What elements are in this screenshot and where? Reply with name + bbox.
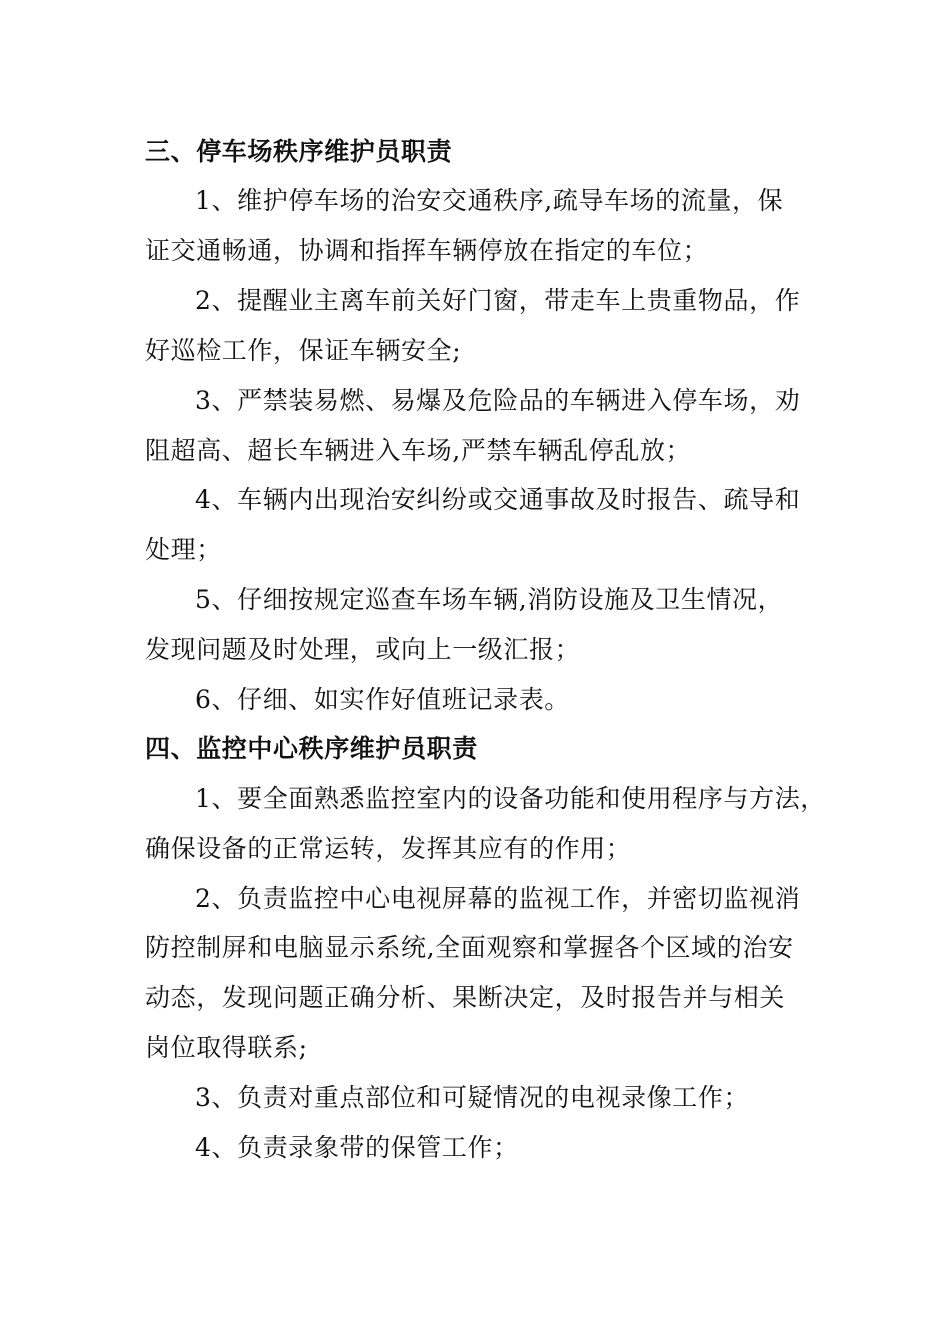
paragraph-line: 3、严禁装易燃、易爆及危险品的车辆进入停车场，劝 xyxy=(195,386,801,415)
paragraph-line: 阻超高、超长车辆进入车场,严禁车辆乱停乱放； xyxy=(145,436,692,465)
paragraph-line: 1、维护停车场的治安交通秩序,疏导车场的流量，保 xyxy=(195,186,784,215)
section-heading-4: 四、监控中心秩序维护员职责 xyxy=(145,734,478,763)
paragraph-line: 发现问题及时处理，或向上一级汇报； xyxy=(145,635,581,664)
paragraph-line: 2、提醒业主离车前关好门窗，带走车上贵重物品，作 xyxy=(195,286,801,315)
paragraph-line: 确保设备的正常运转，发挥其应有的作用； xyxy=(145,834,632,863)
paragraph-line: 岗位取得联系; xyxy=(145,1033,308,1062)
paragraph-line: 4、车辆内出现治安纠纷或交通事故及时报告、疏导和 xyxy=(195,485,801,514)
paragraph-line: 6、仔细、如实作好值班记录表。 xyxy=(195,685,570,714)
paragraph-line: 2、负责监控中心电视屏幕的监视工作，并密切监视消 xyxy=(195,884,801,913)
paragraph-line: 处理； xyxy=(145,535,222,564)
paragraph-line: 1、要全面熟悉监控室内的设备功能和使用程序与方法， xyxy=(195,784,826,813)
paragraph-line: 证交通畅通，协调和指挥车辆停放在指定的车位； xyxy=(145,236,709,265)
section-heading-3: 三、停车场秩序维护员职责 xyxy=(145,137,453,166)
paragraph-line: 3、负责对重点部位和可疑情况的电视录像工作； xyxy=(195,1083,750,1112)
paragraph-line: 4、负责录象带的保管工作； xyxy=(195,1133,519,1162)
paragraph-line: 防控制屏和电脑显示系统,全面观察和掌握各个区域的治安 xyxy=(145,933,794,962)
paragraph-line: 动态，发现问题正确分析、果断决定，及时报告并与相关 xyxy=(145,983,786,1012)
paragraph-line: 5、仔细按规定巡查车场车辆,消防设施及卫生情况， xyxy=(195,585,784,614)
paragraph-line: 好巡检工作，保证车辆安全; xyxy=(145,336,462,365)
